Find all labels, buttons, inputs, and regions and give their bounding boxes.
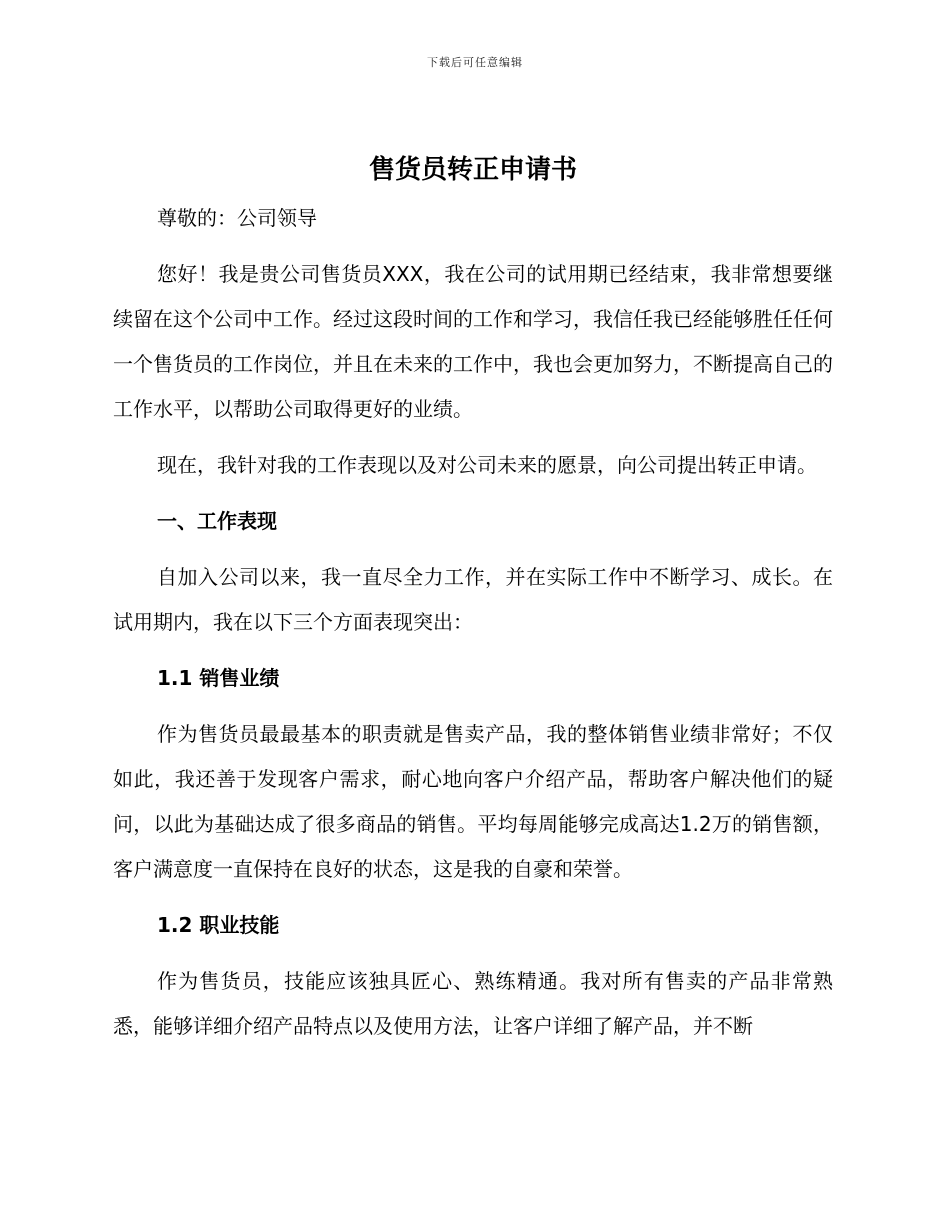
sales-paragraph: 作为售货员最最基本的职责就是售卖产品，我的整体销售业绩非常好；不仅如此，我还善于发现客户需求，耐心地向客户介绍产品，帮助客户解决他们的疑问，以此为基础达成了很多商品的销售。平均每周能够完成高达1.2万的销售额，客户满意度一直保持在良好的状态，这是我的自豪和荣誉。 <box>113 722 833 881</box>
intro-paragraph-1: 您好！我是贵公司售货员XXX，我在公司的试用期已经结束，我非常想要继续留在这个公司中工作。经过这段时间的工作和学习，我信任我已经能够胜任任何一个售货员的工作岗位，并且在未来的工作中，我也会更加努力，不断提高自己的工作水平，以帮助公司取得更好的业绩。 <box>113 262 833 421</box>
section-heading-work-performance: 一、工作表现 <box>157 509 277 533</box>
intro-paragraph-2: 现在，我针对我的工作表现以及对公司未来的愿景，向公司提出转正申请。 <box>157 453 817 477</box>
subsection-heading-skills: 1.2 职业技能 <box>157 913 280 937</box>
document-body <box>113 144 833 1049</box>
salutation: 尊敬的：公司领导 <box>157 206 317 230</box>
document-title: 售货员转正申请书 <box>368 155 577 185</box>
skills-paragraph: 作为售货员，技能应该独具匠心、熟练精通。我对所有售卖的产品非常熟悉，能够详细介绍产品特点以及使用方法，让客户详细了解产品，并不断 <box>113 969 833 1038</box>
header-note: 下载后可任意编辑 <box>427 56 523 69</box>
section1-paragraph: 自加入公司以来，我一直尽全力工作，并在实际工作中不断学习、成长。在试用期内，我在以下三个方面表现突出： <box>113 565 833 634</box>
subsection-heading-sales: 1.1 销售业绩 <box>157 666 280 690</box>
